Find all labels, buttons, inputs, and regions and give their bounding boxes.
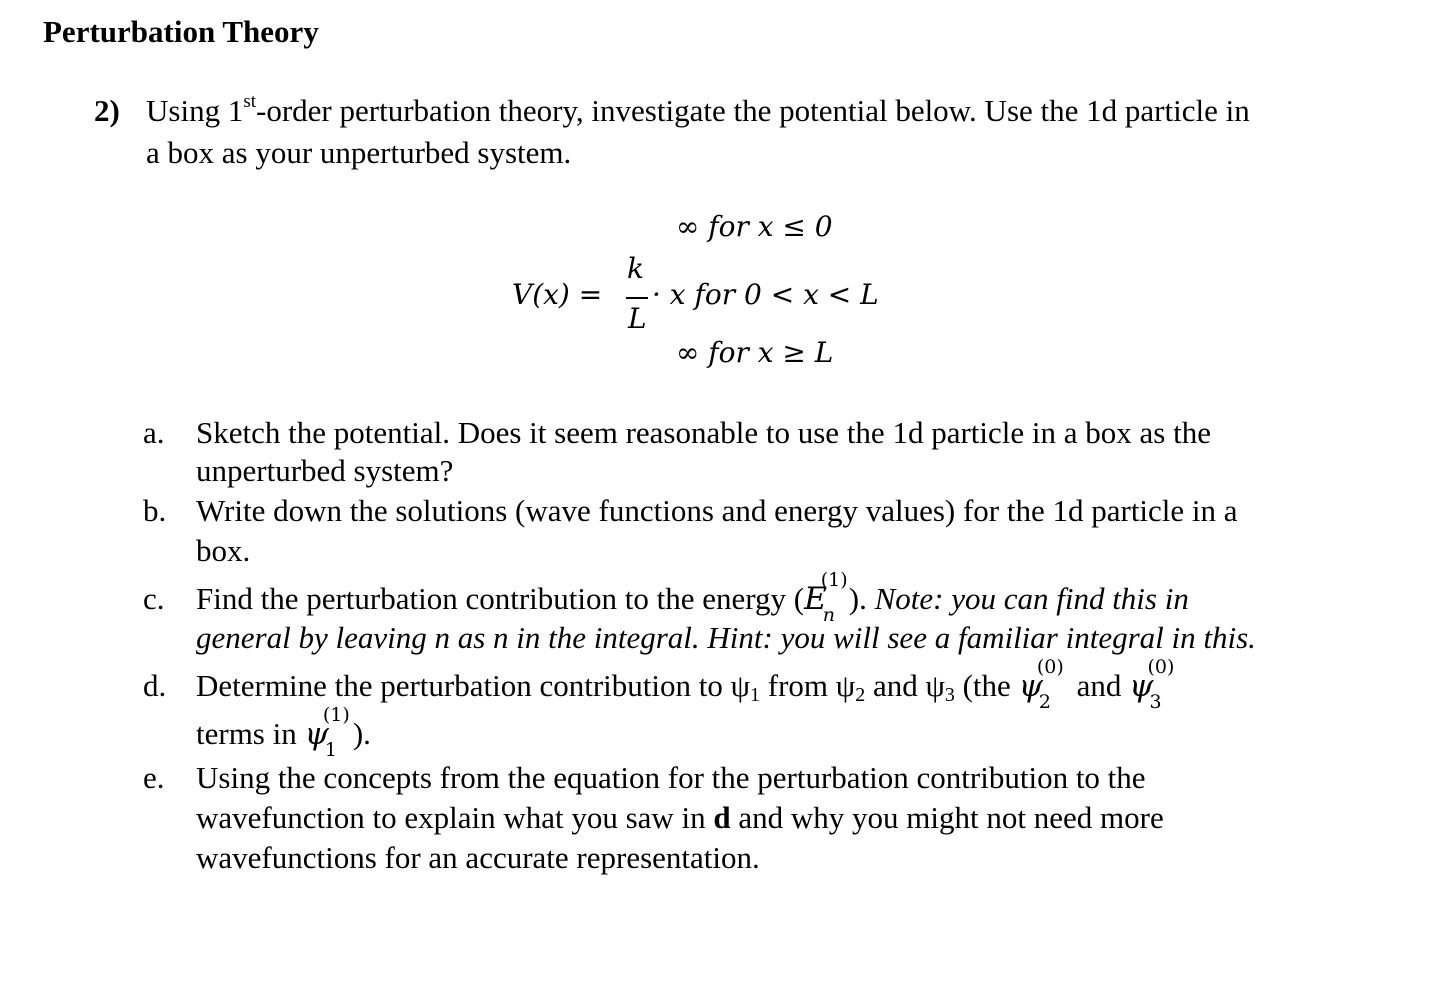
item-c-text-close: ). — [848, 581, 875, 616]
item-a-letter: a. — [143, 415, 165, 450]
item-d-letter: d. — [143, 668, 167, 703]
item-d-text-close: ). — [352, 716, 371, 751]
item-d-text-start: Determine the perturbation contribution to ψ — [196, 668, 751, 703]
psi-symbol-3: ψ — [304, 716, 329, 752]
item-a-line-2: unperturbed system? — [196, 453, 454, 488]
item-e-line-1: Using the concepts from the equation for the perturbation contribution to the — [196, 760, 1146, 795]
psi3-index-subscript: 3 — [1149, 691, 1162, 713]
item-b-letter: b. — [143, 493, 167, 528]
energy-correction-symbol — [804, 569, 848, 626]
item-d-text-and-2: and — [1068, 668, 1130, 703]
item-e-line-3: wavefunctions for an accurate representation. — [196, 840, 760, 875]
potential-lhs: V(x) = — [512, 278, 603, 311]
psi3-subscript: 3 — [944, 684, 955, 706]
item-e-letter: e. — [143, 760, 165, 795]
question-text-rest: -order perturbation theory, investigate the potential below. Use the 1d particle in — [256, 93, 1250, 128]
psi1-subscript: 1 — [750, 684, 761, 706]
potential-case-3: ∞ for x ≥ L — [676, 336, 834, 369]
psi2-order-superscript: (0) — [1036, 656, 1064, 678]
item-c-note: Note: you can find this in — [874, 581, 1189, 616]
psi2-zero-order-symbol — [1018, 656, 1064, 713]
item-d-text-and: and ψ — [865, 668, 945, 703]
psi2-index-subscript: 2 — [1038, 691, 1051, 713]
energy-index-subscript: n — [822, 604, 835, 626]
item-c-letter: c. — [143, 581, 165, 616]
item-b-line-1: Write down the solutions (wave functions and energy values) for the 1d particle in a — [196, 493, 1238, 528]
item-c-line-2: general by leaving n as n in the integral. Hint: you will see a familiar integral in this. — [196, 620, 1256, 655]
item-c-line-1 — [196, 569, 1189, 626]
energy-symbol: E — [804, 581, 827, 617]
fraction-numerator: k — [627, 252, 644, 285]
energy-order-superscript: (1) — [820, 569, 848, 591]
question-line-2: a box as your unperturbed system. — [146, 135, 572, 170]
item-e-text-rest: and why you might not need more — [730, 800, 1164, 835]
psi1-order-superscript: (1) — [322, 704, 350, 726]
item-c-text-start: Find the perturbation contribution to the energy ( — [196, 581, 805, 616]
item-e-line-2 — [196, 800, 1164, 836]
potential-case-2: · x for 0 < x < L — [652, 278, 879, 311]
page-title: Perturbation Theory — [43, 14, 319, 49]
psi-symbol-2: ψ — [1129, 668, 1154, 704]
item-e-text-start: wavefunction to explain what you saw in — [196, 800, 714, 835]
item-d-text-terms: terms in — [196, 716, 305, 751]
item-d-text-the: (the — [954, 668, 1019, 703]
item-d-text-from: from ψ — [760, 668, 856, 703]
psi3-order-superscript: (0) — [1147, 656, 1175, 678]
item-d-line-1 — [196, 656, 1175, 713]
item-b-line-2: box. — [196, 533, 251, 568]
question-number: 2) — [94, 93, 120, 128]
psi1-first-order-symbol — [304, 704, 350, 761]
psi1-index-subscript: 1 — [324, 739, 337, 761]
potential-case-1: ∞ for x ≤ 0 — [676, 210, 833, 243]
question-text-start: Using 1 — [146, 93, 244, 128]
psi3-zero-order-symbol — [1129, 656, 1175, 713]
item-d-line-2 — [196, 704, 371, 761]
fraction-denominator: L — [628, 302, 647, 335]
psi-symbol: ψ — [1018, 668, 1043, 704]
psi2-subscript: 2 — [855, 684, 866, 706]
ordinal-superscript: st — [243, 91, 257, 112]
question-line-1 — [146, 93, 1250, 129]
item-a-line-1: Sketch the potential. Does it seem reasonable to use the 1d particle in a box as the — [196, 415, 1211, 450]
item-e-bold-ref: d — [713, 800, 731, 835]
fraction-bar — [626, 297, 648, 299]
